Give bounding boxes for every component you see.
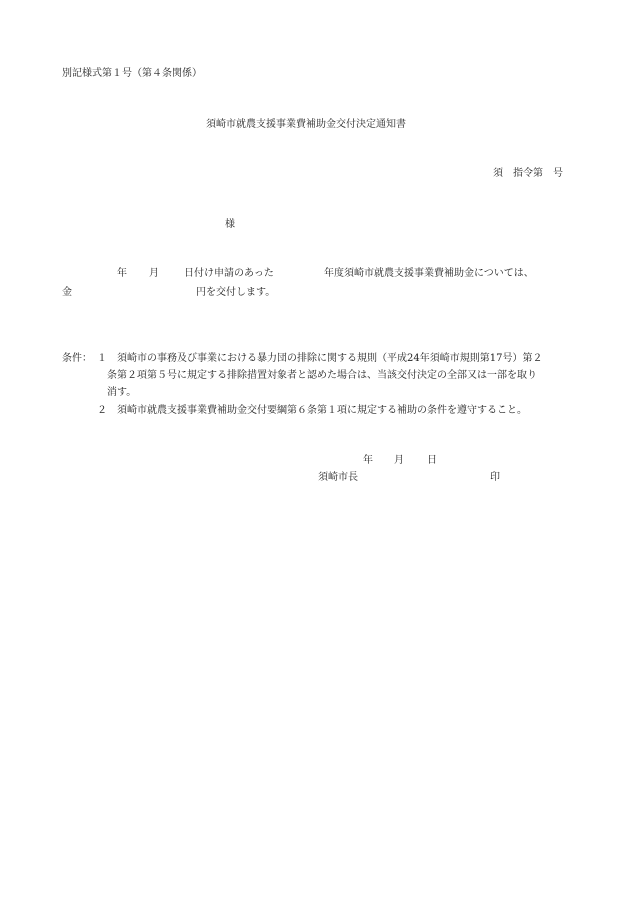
seal-mark: 印 (490, 472, 500, 483)
document-number: 須 指令第 号 (493, 168, 563, 179)
document-title: 須崎市就農支援事業費補助金交付決定通知書 (206, 119, 406, 130)
footer-month: 月 (394, 455, 404, 466)
condition-line: 消す。 (107, 387, 137, 398)
body-fiscal-year-text: 年度須崎市就農支援事業費補助金については、 (324, 268, 534, 279)
condition-line: 須崎市の事務及び事業における暴力団の排除に関する規則（平成24年須崎市規則第17号）第２ (117, 353, 543, 364)
recipient-suffix: 様 (225, 219, 235, 230)
footer-year: 年 (363, 455, 373, 466)
body-month: 月 (149, 268, 159, 279)
footer-day: 日 (427, 455, 437, 466)
conditions-heading: 条件： (62, 353, 92, 364)
condition-number: １ (97, 353, 107, 364)
amount-suffix: 円を交付します。 (196, 287, 276, 298)
body-date-applied: 日付け申請のあった (184, 268, 274, 279)
body-year: 年 (117, 268, 127, 279)
amount-prefix: 金 (62, 287, 72, 298)
form-label: 別記様式第１号（第４条関係） (62, 68, 202, 79)
mayor-title: 須崎市長 (318, 472, 358, 483)
condition-line: 須崎市就農支援事業費補助金交付要綱第６条第１項に規定する補助の条件を遵守すること。 (117, 405, 527, 416)
condition-line: 条第２項第５号に規定する排除措置対象者と認めた場合は、当該交付決定の全部又は一部を取り (107, 370, 537, 381)
condition-number: ２ (97, 405, 107, 416)
